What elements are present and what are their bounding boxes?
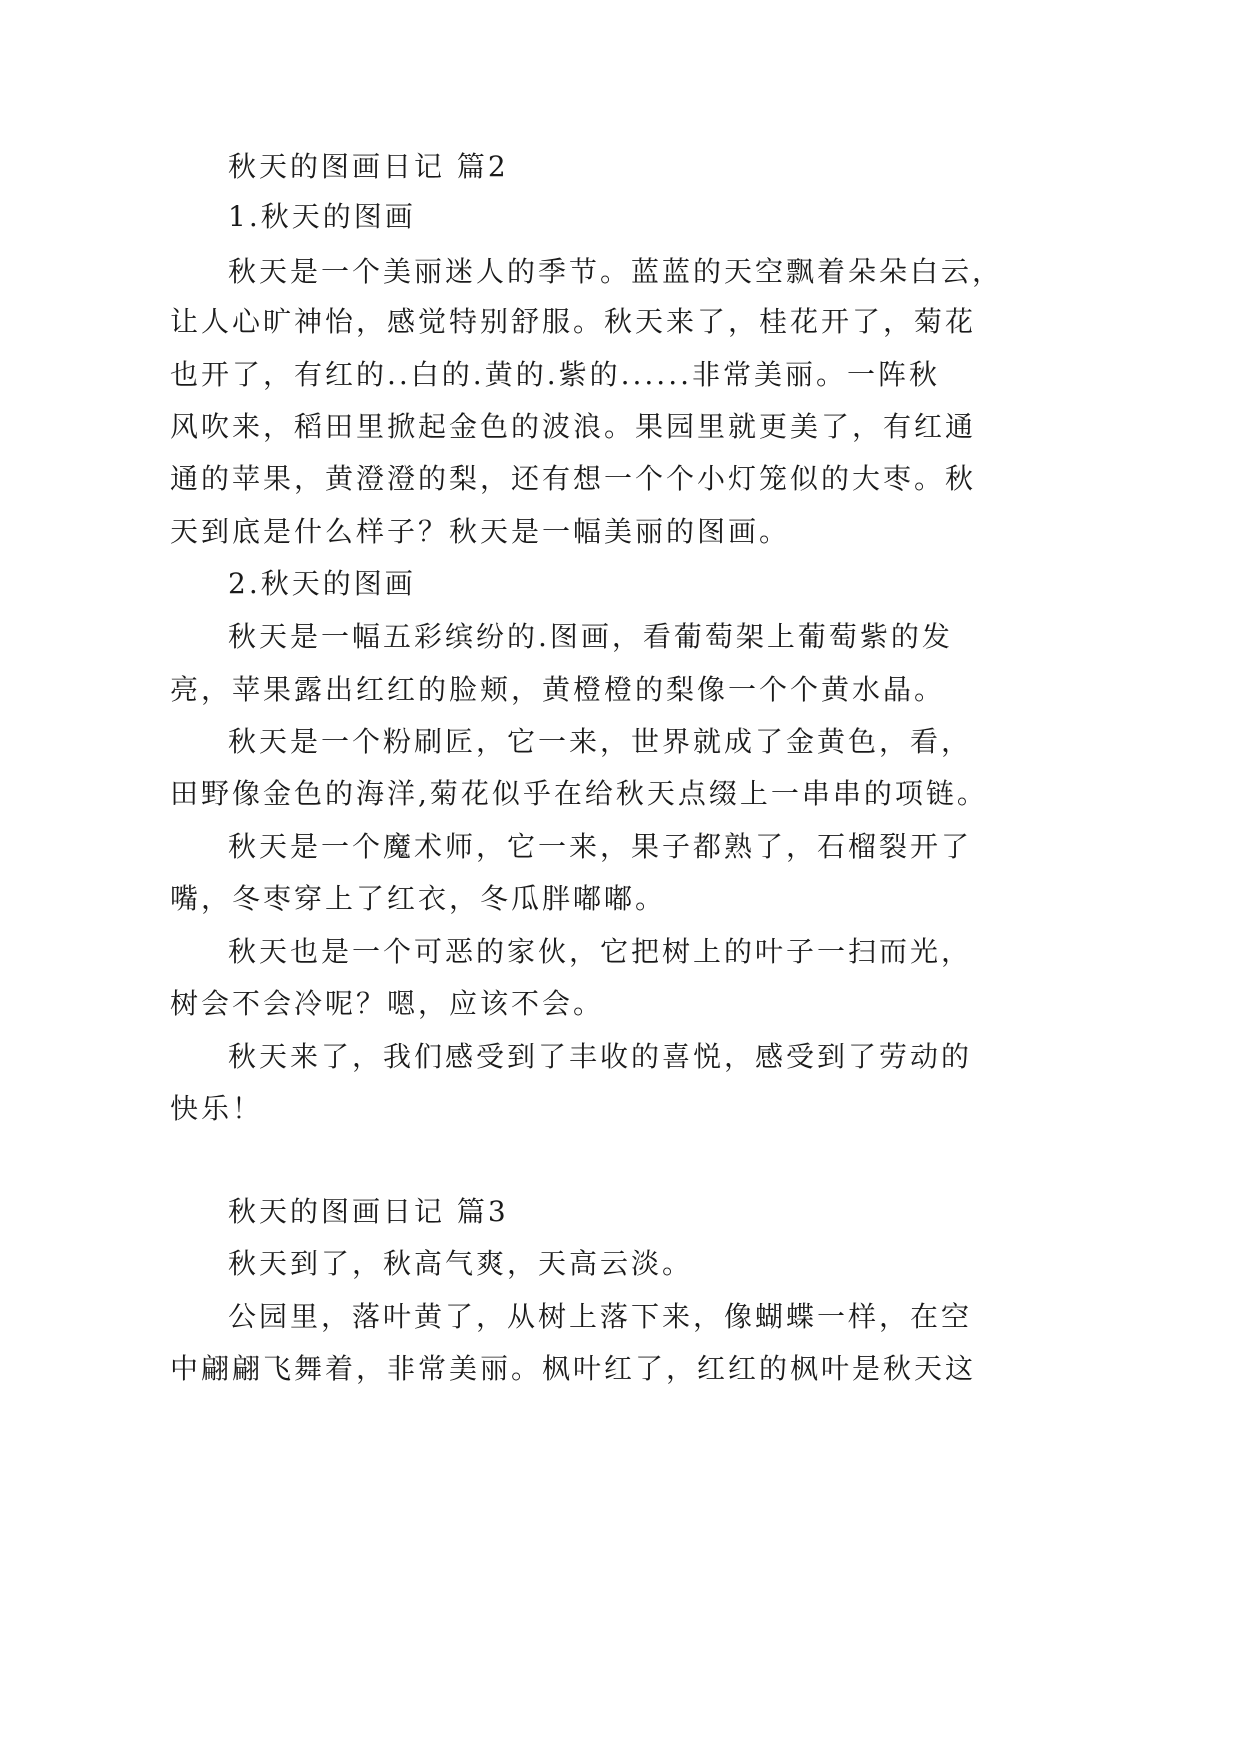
paragraph-line: 秋天是一幅五彩缤纷的.图画，看葡萄架上葡萄紫的发 — [228, 620, 953, 653]
paragraph-line: 也开了，有红的..白的.黄的.紫的......非常美丽。一阵秋 — [170, 358, 941, 391]
paragraph-line: 通的苹果，黄澄澄的梨，还有想一个个小灯笼似的大枣。秋 — [170, 462, 977, 495]
paragraph-line: 嘴，冬枣穿上了红衣，冬瓜胖嘟嘟。 — [170, 882, 667, 915]
paragraph-line: 天到底是什么样子？秋天是一幅美丽的图画。 — [170, 515, 791, 548]
paragraph-line: 秋天是一个美丽迷人的季节。蓝蓝的天空飘着朵朵白云， — [228, 255, 1004, 288]
paragraph-line: 树会不会冷呢？嗯，应该不会。 — [170, 987, 605, 1020]
paragraph-line: 秋天也是一个可恶的家伙，它把树上的叶子一扫而光， — [228, 935, 973, 968]
paragraph-line: 公园里，落叶黄了，从树上落下来，像蝴蝶一样，在空 — [228, 1300, 973, 1333]
paragraph-line: 让人心旷神怡，感觉特别舒服。秋天来了，桂花开了，菊花 — [170, 305, 977, 338]
paragraph-line: 秋天到了，秋高气爽，天高云淡。 — [228, 1247, 694, 1280]
section-heading: 秋天的图画日记 篇2 — [228, 150, 509, 183]
paragraph-line: 快乐！ — [170, 1092, 264, 1125]
paragraph-line: 风吹来，稻田里掀起金色的波浪。果园里就更美了，有红通 — [170, 410, 977, 443]
paragraph-line: 田野像金色的海洋,菊花似乎在给秋天点缀上一串串的项链。 — [170, 777, 988, 810]
paragraph-line: 秋天来了，我们感受到了丰收的喜悦，感受到了劳动的 — [228, 1040, 973, 1073]
subheading: 1.秋天的图画 — [228, 200, 416, 233]
paragraph-line: 秋天是一个粉刷匠，它一来，世界就成了金黄色，看， — [228, 725, 973, 758]
paragraph-line: 秋天是一个魔术师，它一来，果子都熟了，石榴裂开了 — [228, 830, 973, 863]
subheading: 2.秋天的图画 — [228, 567, 416, 600]
section-heading: 秋天的图画日记 篇3 — [228, 1195, 509, 1228]
paragraph-line: 亮，苹果露出红红的脸颊，黄橙橙的梨像一个个黄水晶。 — [170, 673, 946, 706]
paragraph-line: 中翩翩飞舞着，非常美丽。枫叶红了，红红的枫叶是秋天这 — [170, 1352, 977, 1385]
